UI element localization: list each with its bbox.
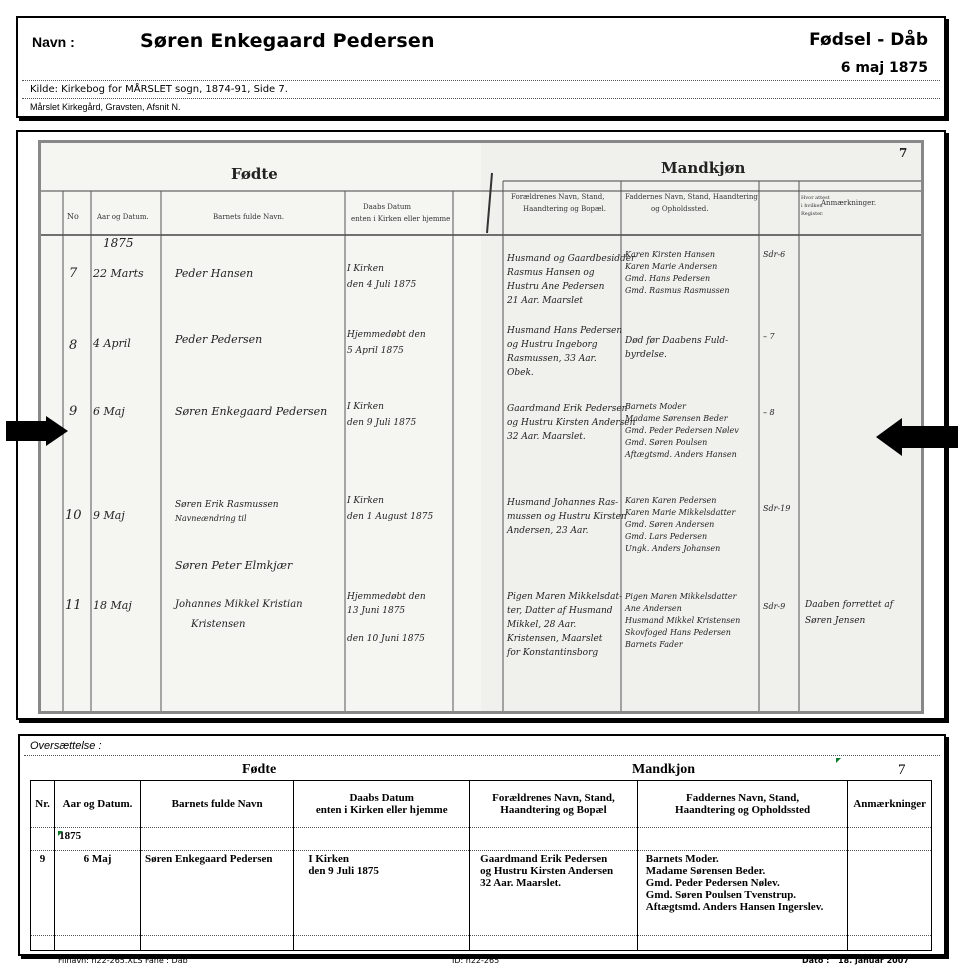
svg-text:Søren Jensen: Søren Jensen (805, 616, 866, 626)
church-book-scan-image (38, 140, 924, 714)
table-cell (31, 936, 55, 951)
year-value: 1875 (55, 828, 141, 851)
entry-godparents: Barnets Moder. Madame Sørensen Beder. Gmd. Peder Pedersen Nølev. Gmd. Søren Poulsen Tvenstrup. Aftægtsmd. Anders Hansen Ingerslev. (637, 851, 848, 936)
table-cell (470, 936, 638, 951)
svg-text:Karen Kirsten Hansen: Karen Kirsten Hansen (625, 250, 715, 259)
entry-baptism: I Kirken den 9 Juli 1875 (294, 851, 470, 936)
svg-text:Død før Daabens Fuld-: Død før Daabens Fuld- (625, 336, 729, 346)
svg-text:Gaardmand Erik Pedersen: Gaardmand Erik Pedersen (507, 404, 628, 414)
table-row (31, 936, 932, 951)
svg-text:Rasmus Hansen og: Rasmus Hansen og (507, 268, 595, 278)
svg-text:Hustru Ane Pedersen: Hustru Ane Pedersen (507, 282, 605, 292)
svg-text:5 April 1875: 5 April 1875 (347, 346, 404, 356)
svg-text:den 9 Juli 1875: den 9 Juli 1875 (347, 418, 417, 428)
svg-text:Hjemmedøbt den: Hjemmedøbt den (347, 592, 426, 602)
svg-text:Anmærkninger.: Anmærkninger. (821, 199, 877, 207)
svg-text:i hvilken: i hvilken (801, 203, 823, 209)
svg-text:No: No (67, 212, 79, 221)
entry-date: 6 Maj (55, 851, 141, 936)
svg-text:Husmand Mikkel Kristensen: Husmand Mikkel Kristensen (625, 616, 741, 625)
table-header-row (31, 781, 932, 828)
svg-text:Kristensen, Maarslet: Kristensen, Maarslet (507, 634, 603, 644)
table-cell (140, 936, 293, 951)
svg-text:Pigen Maren Mikkelsdatter: Pigen Maren Mikkelsdatter (625, 592, 737, 601)
translation-table (30, 780, 932, 951)
svg-text:Skovfoged Hans Pedersen: Skovfoged Hans Pedersen (625, 628, 731, 637)
svg-text:7: 7 (899, 146, 908, 160)
svg-text:4 April: 4 April (93, 337, 131, 350)
svg-text:Søren Peter Elmkjær: Søren Peter Elmkjær (175, 559, 293, 572)
svg-text:7: 7 (69, 266, 78, 281)
person-name: Søren Enkegaard Pedersen (140, 30, 435, 52)
column-header-remarks: Anmærkninger (848, 781, 932, 828)
svg-text:Gmd. Søren Andersen: Gmd. Søren Andersen (625, 520, 715, 529)
entry-parents: Gaardmand Erik Pedersen og Hustru Kirsten Andersen 32 Aar. Maarslet. (470, 851, 638, 936)
svg-text:Rasmussen, 33 Aar.: Rasmussen, 33 Aar. (507, 354, 597, 364)
svg-text:Barnets fulde Navn.: Barnets fulde Navn. (213, 213, 285, 221)
svg-text:Karen Karen Pedersen: Karen Karen Pedersen (625, 496, 717, 505)
svg-text:den 1 August 1875: den 1 August 1875 (347, 512, 434, 522)
svg-text:I Kirken: I Kirken (347, 496, 384, 506)
source-reference: Kilde: Kirkebog for MÅRSLET sogn, 1874-91, Side 7. (30, 84, 288, 95)
svg-text:Gmd. Rasmus Rasmussen: Gmd. Rasmus Rasmussen (625, 286, 730, 295)
svg-text:Faddernes Navn, Stand, Haandte: Faddernes Navn, Stand, Haandtering (625, 193, 758, 201)
svg-text:Gmd. Lars Pedersen: Gmd. Lars Pedersen (625, 532, 708, 541)
svg-text:Karen Marie Andersen: Karen Marie Andersen (625, 262, 718, 271)
event-date: 6 maj 1875 (840, 60, 928, 76)
svg-text:Gmd. Hans Pedersen: Gmd. Hans Pedersen (625, 274, 711, 283)
svg-text:6 Maj: 6 Maj (93, 405, 125, 418)
column-header-date: Aar og Datum. (55, 781, 141, 828)
svg-text:den 10 Juni 1875: den 10 Juni 1875 (347, 634, 425, 644)
column-header-nr: Nr. (31, 781, 55, 828)
cell-comment-marker (836, 758, 841, 763)
svg-text:Gmd. Peder Pedersen Nølev: Gmd. Peder Pedersen Nølev (625, 426, 739, 435)
svg-text:11: 11 (65, 598, 82, 613)
table-cell (470, 828, 638, 851)
svg-text:I Kirken: I Kirken (347, 402, 384, 412)
svg-text:Mikkel, 28 Aar.: Mikkel, 28 Aar. (507, 620, 577, 630)
page-number: 7 (898, 762, 906, 778)
svg-text:1875: 1875 (103, 236, 134, 250)
svg-text:Gmd. Søren Poulsen: Gmd. Søren Poulsen (625, 438, 708, 447)
table-cell (140, 828, 293, 851)
svg-text:Daaben forrettet af: Daaben forrettet af (805, 600, 894, 610)
svg-text:32 Aar. Maarslet.: 32 Aar. Maarslet. (507, 432, 586, 442)
section-title-right: Mandkjon (632, 762, 696, 777)
svg-text:og Opholdssted.: og Opholdssted. (651, 205, 709, 213)
footer-filename: Filnavn: n22-265.XLS Fane : Dåb (58, 956, 188, 965)
translation-frame (18, 734, 946, 956)
svg-text:18 Maj: 18 Maj (93, 599, 132, 612)
column-header-name: Barnets fulde Navn (140, 781, 293, 828)
cell-comment-marker (58, 831, 63, 836)
svg-text:Husmand Hans Pedersen: Husmand Hans Pedersen (507, 326, 623, 336)
svg-text:Navneændring til: Navneændring til (175, 514, 247, 523)
section-title-left: Fødte (242, 762, 277, 777)
svg-text:Hjemmedøbt den: Hjemmedøbt den (347, 330, 426, 340)
svg-text:og Hustru Ingeborg: og Hustru Ingeborg (507, 340, 598, 350)
scan-drawing (41, 143, 921, 711)
svg-text:Hvor attest: Hvor attest (801, 195, 830, 201)
svg-text:– 7: – 7 (763, 332, 775, 341)
table-cell (637, 828, 848, 851)
table-cell (848, 936, 932, 951)
svg-text:Barnets Moder: Barnets Moder (625, 402, 686, 411)
table-cell (31, 828, 55, 851)
table-cell (55, 936, 141, 951)
entry-child-name: Søren Enkegaard Pedersen (140, 851, 293, 936)
svg-text:Aar og Datum.: Aar og Datum. (97, 213, 149, 221)
translation-label: Oversættelse : (30, 740, 102, 752)
svg-text:ter, Datter af Husmand: ter, Datter af Husmand (507, 606, 613, 616)
entry-nr: 9 (31, 851, 55, 936)
svg-text:og Hustru Kirsten Andersen: og Hustru Kirsten Andersen (507, 418, 636, 428)
svg-text:Sdr-19: Sdr-19 (763, 504, 791, 513)
svg-text:Haandtering og Bopæl.: Haandtering og Bopæl. (523, 205, 606, 213)
divider (22, 80, 940, 81)
svg-text:Husmand og Gaardbesidder: Husmand og Gaardbesidder (507, 254, 636, 264)
entry-remarks (848, 851, 932, 936)
divider (24, 755, 940, 756)
svg-text:Peder Pedersen: Peder Pedersen (175, 333, 263, 346)
church-book-scan-frame (16, 130, 946, 720)
divider (22, 98, 940, 99)
svg-text:Register.: Register. (801, 211, 824, 217)
svg-text:enten i Kirken eller hjemme: enten i Kirken eller hjemme (351, 215, 451, 223)
svg-text:Pigen Maren Mikkelsdat-: Pigen Maren Mikkelsdat- (507, 592, 623, 602)
svg-text:10: 10 (65, 508, 82, 523)
svg-text:mussen og Hustru Kirsten: mussen og Hustru Kirsten (507, 512, 627, 522)
svg-text:Sdr-9: Sdr-9 (763, 602, 786, 611)
svg-text:den 4 Juli 1875: den 4 Juli 1875 (347, 280, 417, 290)
event-type: Fødsel - Dåb (809, 30, 928, 50)
column-header-parents: Forældrenes Navn, Stand, Haandtering og Bopæl (470, 781, 638, 828)
svg-text:Daabs Datum: Daabs Datum (363, 203, 412, 211)
svg-text:Søren Erik Rasmussen: Søren Erik Rasmussen (175, 500, 279, 510)
svg-text:Ane Andersen: Ane Andersen (625, 604, 682, 613)
svg-text:Johannes Mikkel Kristian: Johannes Mikkel Kristian (175, 599, 303, 610)
record-header (16, 16, 946, 118)
svg-text:Fødte: Fødte (231, 165, 278, 183)
table-cell (848, 828, 932, 851)
svg-text:13 Juni 1875: 13 Juni 1875 (347, 606, 406, 616)
table-cell (294, 828, 470, 851)
svg-text:for Konstantinsborg: for Konstantinsborg (507, 648, 599, 658)
svg-text:I Kirken: I Kirken (347, 264, 384, 274)
svg-text:Forældrenes Navn, Stand,: Forældrenes Navn, Stand, (511, 193, 605, 201)
name-label: Navn : (32, 34, 75, 50)
left-arrow-icon (4, 416, 76, 446)
table-row (31, 851, 932, 936)
svg-text:9: 9 (69, 404, 78, 419)
svg-text:22 Marts: 22 Marts (93, 267, 144, 280)
table-year-row (31, 828, 932, 851)
svg-text:Ungk. Anders Johansen: Ungk. Anders Johansen (625, 544, 721, 553)
column-header-baptism: Daabs Datum enten i Kirken eller hjemme (294, 781, 470, 828)
svg-text:Barnets Fader: Barnets Fader (625, 640, 683, 649)
column-header-godparents: Faddernes Navn, Stand, Haandtering og Opholdssted (637, 781, 848, 828)
svg-text:Søren Enkegaard Pedersen: Søren Enkegaard Pedersen (175, 405, 328, 418)
footer-id: ID: n22-265 (452, 956, 500, 965)
svg-text:Sdr-6: Sdr-6 (763, 250, 786, 259)
svg-text:byrdelse.: byrdelse. (625, 350, 667, 360)
grave-reference: Mårslet Kirkegård, Gravsten, Afsnit N. (30, 102, 181, 112)
svg-text:Mandkjøn: Mandkjøn (661, 159, 746, 177)
svg-text:– 8: – 8 (763, 408, 775, 417)
footer-date-label: Dato : (802, 956, 830, 965)
svg-text:Madame Sørensen Beder: Madame Sørensen Beder (625, 414, 728, 423)
svg-text:21 Aar. Maarslet: 21 Aar. Maarslet (507, 296, 583, 306)
right-arrow-icon (876, 418, 960, 456)
svg-text:Karen Marie Mikkelsdatter: Karen Marie Mikkelsdatter (625, 508, 736, 517)
svg-text:Peder Hansen: Peder Hansen (175, 267, 254, 280)
svg-text:Husmand Johannes Ras-: Husmand Johannes Ras- (507, 498, 619, 508)
footer-date: 18. januar 2007 (838, 956, 909, 965)
svg-text:Aftægtsmd. Anders Hansen: Aftægtsmd. Anders Hansen (625, 450, 737, 459)
table-cell (294, 936, 470, 951)
svg-text:9 Maj: 9 Maj (93, 509, 125, 522)
svg-text:Kristensen: Kristensen (191, 619, 246, 630)
svg-text:Andersen, 23 Aar.: Andersen, 23 Aar. (507, 526, 589, 536)
svg-text:Obek.: Obek. (507, 368, 534, 378)
table-cell (637, 936, 848, 951)
svg-text:8: 8 (69, 338, 78, 353)
